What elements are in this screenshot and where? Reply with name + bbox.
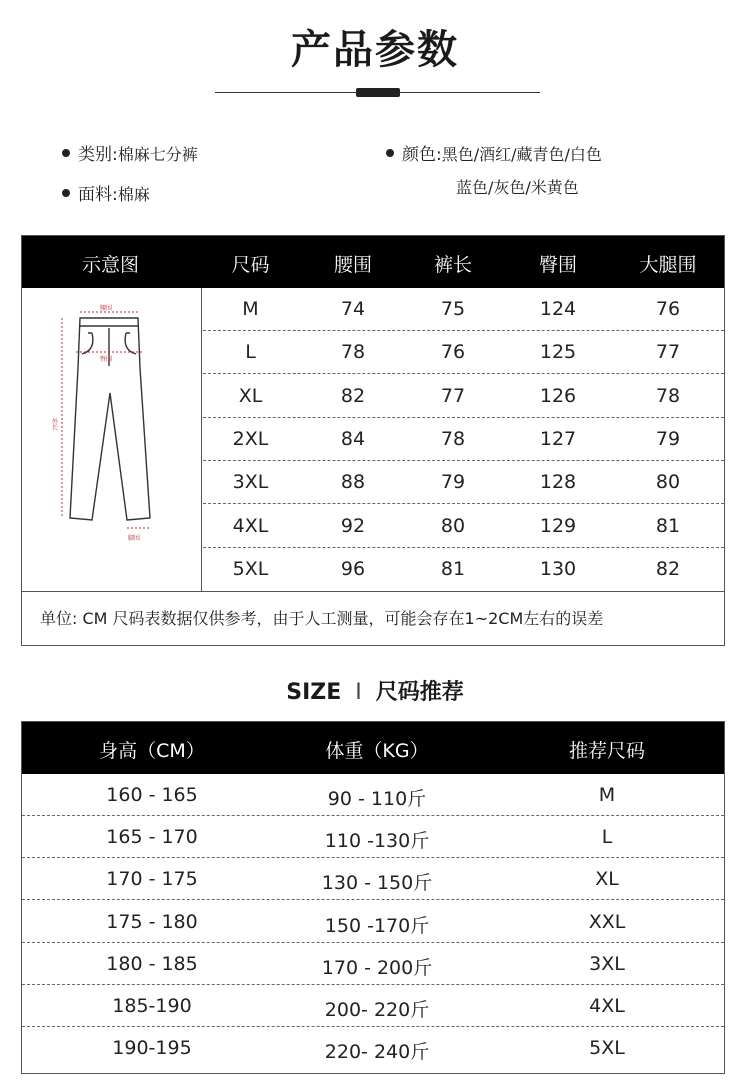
cell-waist: 74: [340, 298, 366, 320]
cell-size: 4XL: [232, 514, 269, 537]
header-size: 尺码: [231, 254, 270, 276]
cell-weight: 130 - 150斤: [321, 872, 433, 895]
cell-height: 185-190: [112, 995, 192, 1017]
cell-waist: 78: [340, 341, 366, 364]
table-row: [203, 418, 724, 461]
cell-weight: 90 - 110斤: [327, 788, 427, 810]
cell-hip: 128: [539, 471, 577, 494]
cell-length: 79: [440, 471, 466, 494]
size-table-body: [203, 288, 724, 591]
cell-height: 180 - 185: [106, 952, 198, 975]
recommend-title-separator: I: [355, 680, 362, 705]
info-fabric: [62, 180, 150, 205]
table-row: [22, 816, 724, 858]
recommend-title-en: SIZE: [286, 680, 342, 705]
cell-thigh: 81: [655, 514, 681, 537]
color-label: 颜色:: [402, 145, 442, 165]
cell-weight: 170 - 200斤: [321, 956, 433, 979]
header-height: 身高（CM）: [99, 740, 205, 762]
cell-hip: 126: [539, 384, 577, 407]
cell-thigh: 76: [655, 298, 681, 320]
info-color-line2: [456, 175, 579, 198]
cell-waist: 84: [340, 427, 366, 450]
cell-waist: 88: [340, 471, 366, 494]
cell-height: 175 - 180: [106, 910, 198, 933]
recommend-title-cn: 尺码推荐: [375, 680, 464, 705]
cell-size: M: [242, 298, 259, 320]
cell-thigh: 80: [655, 471, 681, 494]
table-row: [22, 901, 724, 943]
table-row: [22, 1027, 724, 1069]
cell-size: 2XL: [232, 427, 269, 450]
header-diagram: 示意图: [82, 254, 140, 276]
info-color: [386, 140, 602, 165]
cell-length: 75: [440, 298, 466, 320]
cell-recommended-size: 4XL: [589, 995, 625, 1017]
cell-hip: 127: [539, 427, 577, 450]
bullet-icon: [386, 149, 394, 157]
cell-weight: 200- 220斤: [324, 999, 430, 1021]
table-row: [203, 375, 724, 418]
color-value-line1: 黑色/酒红/藏青色/白色: [441, 145, 602, 164]
title-accent-bar: [356, 88, 400, 97]
category-value: 棉麻七分裤: [117, 145, 198, 164]
cell-waist: 96: [340, 557, 366, 580]
cell-hip: 124: [539, 298, 577, 320]
cell-thigh: 78: [655, 384, 681, 407]
cell-thigh: 82: [655, 557, 681, 580]
table-row: [22, 985, 724, 1027]
recommend-table-header: [22, 722, 724, 774]
cell-weight: 220- 240斤: [324, 1041, 430, 1064]
header-waist: 腰围: [333, 254, 372, 276]
size-table-header: [22, 236, 724, 288]
cell-height: 160 - 165: [106, 784, 198, 806]
cell-waist: 92: [340, 514, 366, 537]
cell-size: 5XL: [232, 557, 269, 580]
cell-length: 78: [440, 427, 466, 450]
cell-size: L: [245, 341, 256, 364]
table-row: [22, 858, 724, 900]
table-row: [203, 548, 724, 591]
bullet-icon: [62, 189, 70, 197]
cell-hip: 129: [539, 514, 577, 537]
pants-outline-icon: [22, 288, 202, 591]
cell-thigh: 79: [655, 427, 681, 450]
table-row: [22, 943, 724, 985]
cell-size: 3XL: [232, 471, 269, 494]
header-hip: 臀围: [538, 254, 577, 276]
diagram-label-length: 外长: [50, 418, 58, 430]
cell-length: 80: [440, 514, 466, 537]
table-row: [203, 505, 724, 548]
cell-weight: 150 -170斤: [324, 914, 430, 937]
cell-recommended-size: XL: [595, 868, 619, 891]
bullet-icon: [62, 149, 70, 157]
diagram-label-hip: 臀围: [100, 356, 113, 363]
header-length: 裤长: [433, 254, 472, 276]
cell-length: 81: [440, 557, 466, 580]
cell-waist: 82: [340, 384, 366, 407]
cell-recommended-size: M: [598, 784, 616, 806]
cell-height: 170 - 175: [106, 868, 198, 891]
cell-length: 76: [440, 341, 466, 364]
cell-length: 77: [440, 384, 466, 407]
header-weight: 体重（KG）: [325, 740, 429, 762]
cell-recommended-size: 3XL: [589, 952, 625, 975]
table-row: [22, 774, 724, 816]
page-title: 产品参数: [291, 27, 459, 73]
color-value-line2: 蓝色/灰色/米黄色: [456, 178, 579, 197]
table-row: [203, 288, 724, 331]
size-table-footnote: 单位: CM 尺码表数据仅供参考，由于人工测量，可能会存在1~2CM左右的误差: [22, 591, 724, 645]
cell-thigh: 77: [655, 341, 681, 364]
recommend-table: [21, 721, 725, 1074]
cell-size: XL: [238, 384, 263, 407]
info-category: [62, 140, 198, 165]
table-row: [203, 331, 724, 374]
pants-diagram: [22, 288, 202, 591]
category-label: 类别:: [78, 145, 118, 165]
cell-recommended-size: XXL: [588, 910, 626, 933]
fabric-value: 棉麻: [117, 185, 150, 204]
table-row: [203, 461, 724, 504]
size-table: [21, 235, 725, 646]
cell-height: 165 - 170: [106, 826, 198, 849]
header-thigh: 大腿围: [639, 254, 697, 276]
cell-hip: 125: [539, 341, 577, 364]
diagram-label-hem: 脚围: [128, 535, 141, 542]
diagram-label-waist: 腰围: [100, 305, 113, 312]
cell-height: 190-195: [112, 1037, 192, 1060]
cell-recommended-size: L: [601, 826, 613, 849]
cell-weight: 110 -130斤: [324, 830, 430, 853]
header-recommended-size: 推荐尺码: [568, 740, 645, 762]
fabric-label: 面料:: [78, 185, 118, 205]
cell-recommended-size: 5XL: [589, 1037, 625, 1060]
recommend-title: [0, 675, 750, 706]
cell-hip: 130: [539, 557, 577, 580]
